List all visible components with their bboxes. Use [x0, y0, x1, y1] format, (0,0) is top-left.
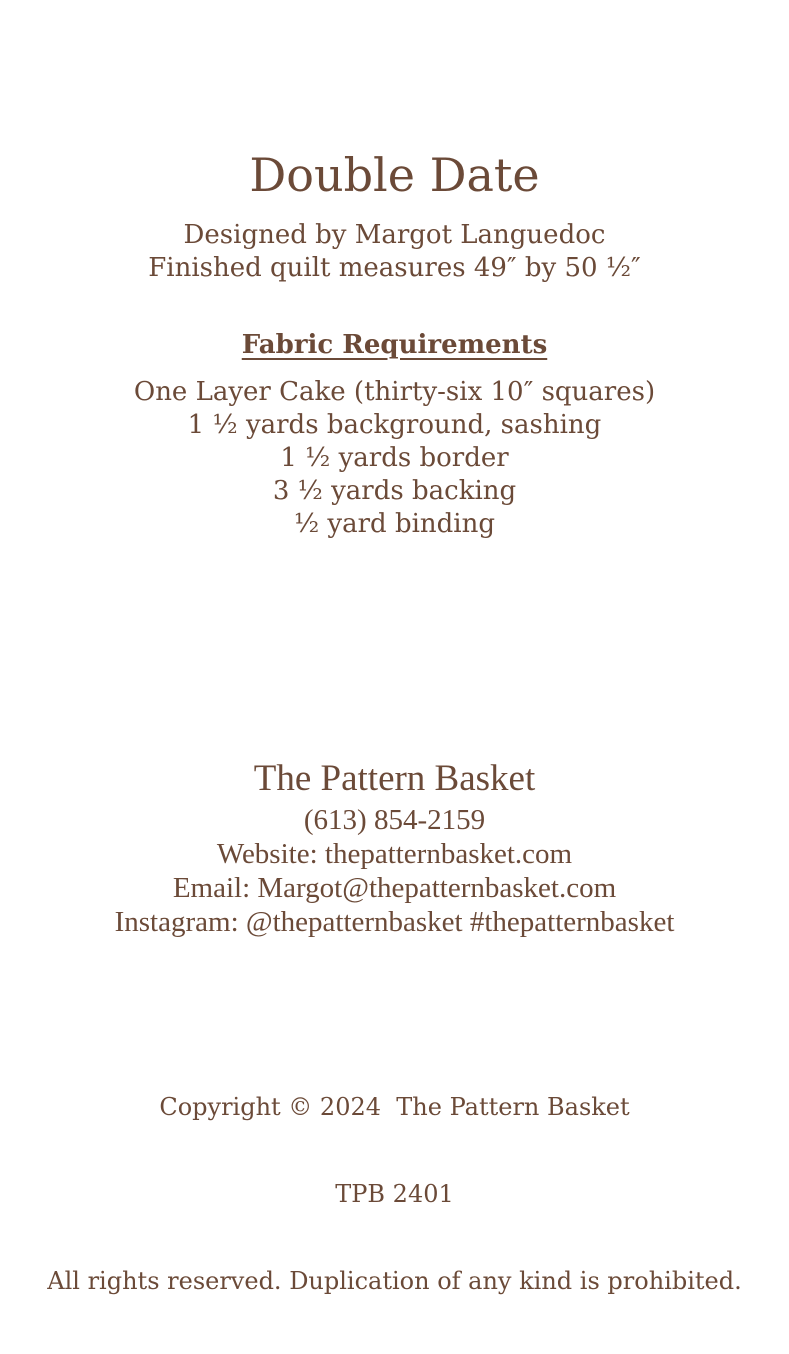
instagram-line: Instagram: @thepatternbasket #thepatternbasket	[114, 905, 675, 938]
rights-reserved-line: All rights reserved. Duplication of any kind is prohibited.	[47, 1266, 742, 1295]
designer-line: Designed by Margot Languedoc	[183, 219, 606, 250]
fabric-item-background-sashing: 1 ½ yards background, sashing	[187, 409, 602, 440]
website-line: Website: thepatternbasket.com	[216, 837, 573, 870]
subtitle-block	[0, 219, 789, 285]
contact-block	[0, 803, 789, 939]
copyright-block	[0, 1035, 789, 1354]
company-name: The Pattern Basket	[253, 757, 536, 799]
pattern-number: TPB 2401	[335, 1179, 454, 1208]
fabric-item-backing: 3 ½ yards backing	[272, 475, 517, 506]
email-line: Email: Margot@thepatternbasket.com	[172, 871, 617, 904]
fabric-item-border: 1 ½ yards border	[280, 442, 509, 473]
copyright-line: Copyright © 2024 The Pattern Basket	[159, 1092, 630, 1121]
fabric-item-layer-cake: One Layer Cake (thirty-six 10″ squares)	[133, 376, 656, 407]
page-title: Double Date	[249, 148, 540, 202]
fabric-item-binding: ½ yard binding	[293, 508, 496, 539]
quilt-measurements-line: Finished quilt measures 49″ by 50 ½″	[148, 252, 641, 283]
phone-number: (613) 854-2159	[303, 803, 486, 836]
fabric-requirements-list	[0, 376, 789, 541]
fabric-requirements-heading: Fabric Requirements	[241, 329, 548, 360]
